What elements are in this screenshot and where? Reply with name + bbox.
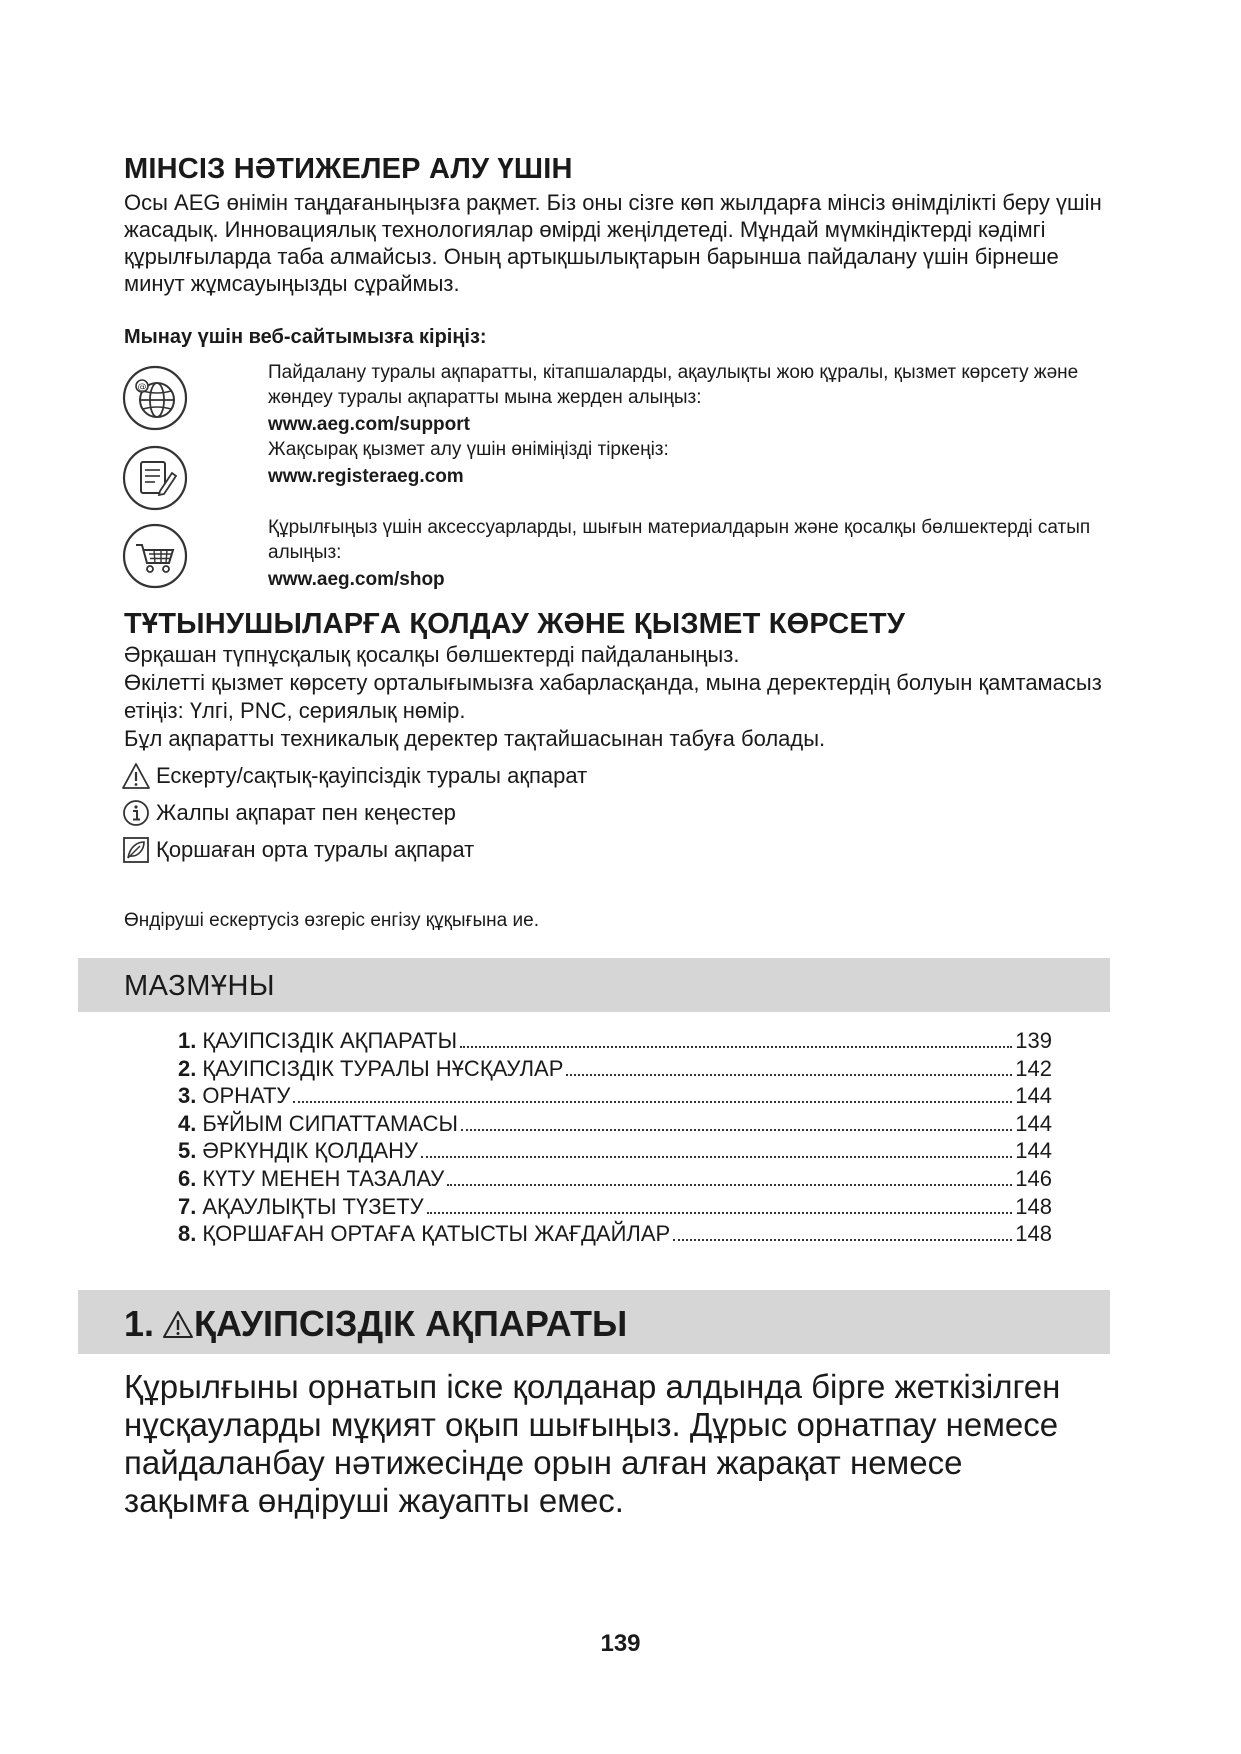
support-line-2: Өкілетті қызмет көрсету орталығымызға хабарласқанда, мына деректердің болуын қамтамасыз етіңіз: Үлгі, PNC, сериялық нөмір.: [124, 670, 1102, 723]
toc-entry-3[interactable]: [178, 1083, 1052, 1111]
legend-warning-label: Ескерту/сақтық-қауіпсіздік туралы ақпарат: [156, 763, 588, 788]
service-support-text: Пайдалану туралы ақпаратты, кітапшаларды, ақаулықты жою құралы, қызмет көрсету және жөндеу туралы ақпаратты мына жерден алыңыз:: [268, 362, 1079, 408]
legend-warning: [122, 761, 587, 791]
toc-entry-number: 8.: [178, 1221, 197, 1247]
toc-entry-label: ҚОРШАҒАН ОРТАҒА ҚАТЫСТЫ ЖАҒДАЙЛАР: [202, 1221, 671, 1247]
toc-entry-number: 7.: [178, 1193, 197, 1219]
support-line-1: Әрқашан түпнұсқалық қосалқы бөлшектерді пайдаланыңыз.: [124, 642, 740, 667]
warning-icon: [122, 762, 150, 790]
visit-website-label: Мынау үшін веб-сайтымызға кіріңіз:: [124, 326, 487, 348]
support-line-3: Бұл ақпаратты техникалық деректер тақтайшасынан табуға болады.: [124, 726, 826, 751]
service-shop-text: Құрылғыңыз үшін аксессуарларды, шығын материалдарын және қосалқы бөлшектерді сатып алыңыз:: [268, 517, 1091, 563]
legend-environment-label: Қоршаған орта туралы ақпарат: [156, 837, 475, 862]
toc-entry-4[interactable]: [178, 1111, 1052, 1139]
info-icon: [122, 799, 150, 827]
toc-entry-number: 5.: [178, 1138, 197, 1164]
toc-entry-page: 144: [1015, 1138, 1052, 1164]
toc-leader-dots: [461, 1129, 1012, 1131]
toc-entry-8[interactable]: [178, 1221, 1052, 1249]
heading-best-results: МІНСІЗ НӘТИЖЕЛЕР АЛУ ҮШІН: [124, 153, 573, 185]
section-1-number: 1.: [124, 1303, 155, 1344]
toc-leader-dots: [460, 1046, 1012, 1048]
section-1-title: [124, 1303, 627, 1345]
toc-entry-page: 148: [1015, 1193, 1052, 1219]
leaf-icon: [122, 836, 150, 864]
toc-entry-2[interactable]: [178, 1056, 1052, 1084]
support-paragraph: [124, 641, 1124, 753]
table-of-contents: [178, 1028, 1052, 1249]
toc-leader-dots: [566, 1074, 1012, 1076]
toc-entry-page: 142: [1015, 1055, 1052, 1081]
toc-leader-dots: [427, 1212, 1013, 1214]
manufacturer-note: Өндіруші ескертусіз өзгеріс енгізу құқығына ие.: [124, 910, 539, 931]
legend-environment: [122, 835, 474, 865]
shop-link[interactable]: www.aeg.com/shop: [268, 569, 445, 590]
toc-entry-label: ӘРКҮНДІК ҚОЛДАНУ: [202, 1138, 419, 1164]
toc-entry-page: 148: [1015, 1221, 1052, 1247]
service-support: [268, 360, 1108, 437]
toc-entry-6[interactable]: [178, 1166, 1052, 1194]
register-icon: [122, 445, 188, 511]
service-shop: [268, 515, 1108, 592]
legend-info: [122, 798, 456, 828]
toc-entry-label: БҰЙЫМ СИПАТТАМАСЫ: [202, 1110, 458, 1136]
toc-entry-1[interactable]: [178, 1028, 1052, 1056]
legend-info-label: Жалпы ақпарат пен кеңестер: [156, 800, 456, 825]
toc-entry-number: 2.: [178, 1055, 197, 1081]
svg-text:@: @: [137, 382, 147, 393]
cart-icon: [122, 523, 188, 589]
section-1-title-text: ҚАУІПСІЗДІК АҚПАРАТЫ: [194, 1303, 628, 1344]
toc-entry-number: 1.: [178, 1028, 197, 1053]
toc-entry-number: 3.: [178, 1083, 197, 1109]
toc-leader-dots: [673, 1239, 1012, 1241]
toc-entry-label: ОРНАТУ: [202, 1083, 291, 1109]
section-1-body: Құрылғыны орнатып іске қолданар алдында бірге жеткізілген нұсқауларды мұқият оқып шығыңыз. Дұрыс орнатпау немесе пайдаланбау нәтижесінде орын алған жарақат немесе зақымға өндіруші жауапты емес.: [124, 1368, 1061, 1519]
register-link[interactable]: www.registeraeg.com: [268, 466, 464, 487]
toc-leader-dots: [421, 1156, 1012, 1158]
warning-icon: [162, 1309, 194, 1339]
toc-entry-number: 6.: [178, 1165, 197, 1191]
support-link[interactable]: www.aeg.com/support: [268, 414, 470, 435]
globe-icon: [122, 365, 188, 431]
service-register: [268, 437, 1108, 489]
toc-entry-5[interactable]: [178, 1138, 1052, 1166]
heading-customer-support: ТҰТЫНУШЫЛАРҒА ҚОЛДАУ ЖӘНЕ ҚЫЗМЕТ КӨРСЕТУ: [124, 608, 906, 640]
toc-leader-dots: [293, 1101, 1012, 1103]
toc-entry-label: ҚАУІПСІЗДІК ТУРАЛЫ НҰСҚАУЛАР: [202, 1055, 564, 1081]
toc-entry-page: 139: [1015, 1028, 1052, 1053]
toc-entry-label: ҚАУІПСІЗДІК АҚПАРАТЫ: [202, 1028, 458, 1053]
intro-paragraph: Осы AEG өнімін таңдағаныңызға рақмет. Біз оны сізге көп жылдарға мінсіз өнімділікті беру үшін жасадық. Инновациялық технологиялар өмірді жеңілдетеді. Мұндай мүмкіндіктерді кәдімгі құрылғыларда таба алмайсыз. Оның артықшылықтарын барынша пайдалану үшін бірнеше минут жұмсауыңызды сұраймыз.: [124, 190, 1102, 296]
toc-entry-number: 4.: [178, 1110, 197, 1136]
service-register-text: Жақсырақ қызмет алу үшін өніміңізді тіркеңіз:: [268, 439, 669, 460]
toc-entry-label: КҮТУ МЕНЕН ТАЗАЛАУ: [202, 1165, 445, 1191]
toc-entry-page: 144: [1015, 1110, 1052, 1136]
toc-entry-label: АҚАУЛЫҚТЫ ТҮЗЕТУ: [202, 1193, 424, 1219]
toc-entry-page: 146: [1015, 1165, 1052, 1191]
toc-entry-7[interactable]: [178, 1194, 1052, 1222]
toc-entry-page: 144: [1015, 1083, 1052, 1109]
toc-title: МАЗМҰНЫ: [124, 970, 276, 1002]
toc-leader-dots: [447, 1184, 1012, 1186]
page-number: 139: [600, 1630, 641, 1657]
